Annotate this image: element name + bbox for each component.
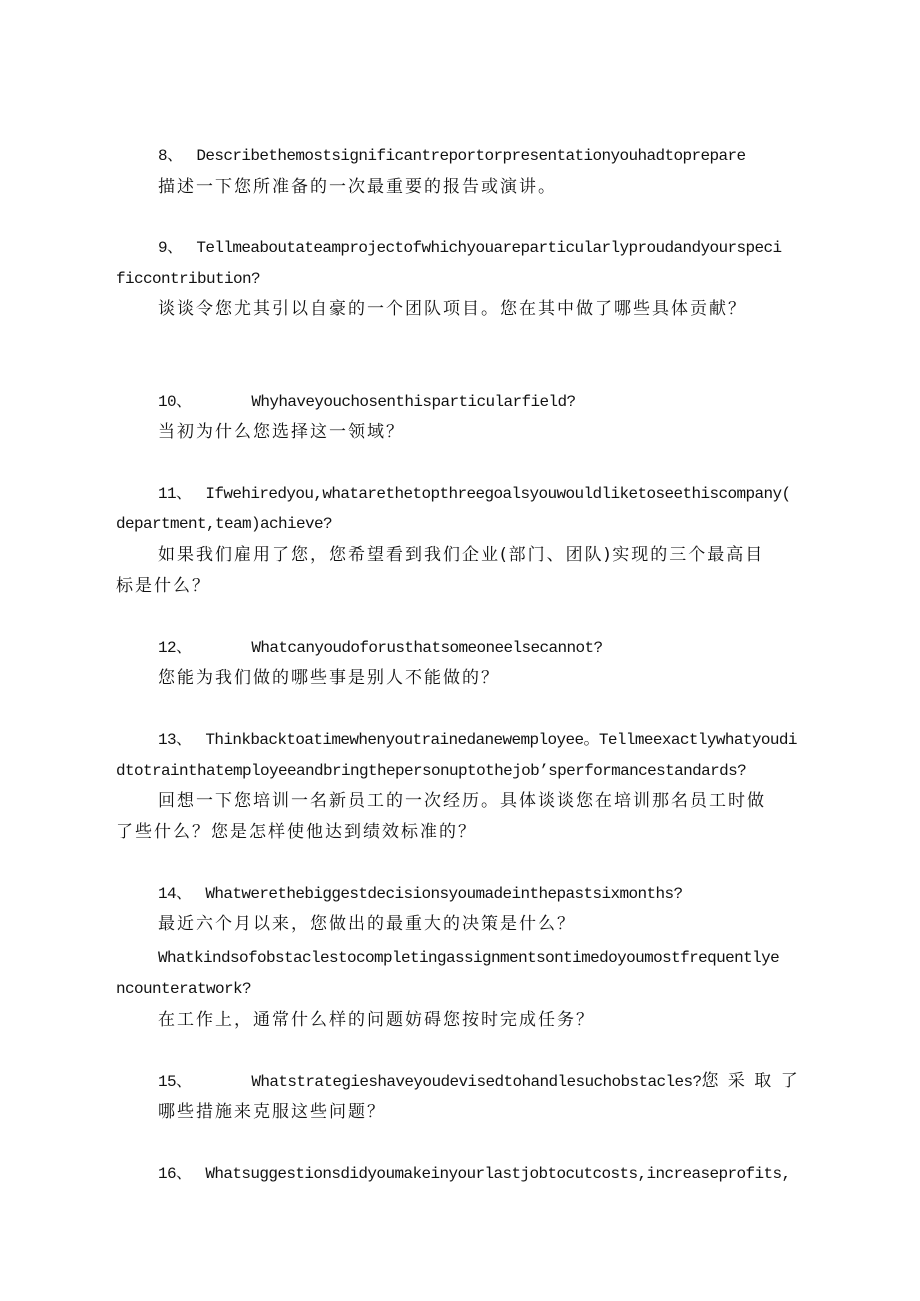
question-text: Tellmeaboutateamprojectofwhichyouareparticularlyproudandyourspeci (196, 239, 782, 257)
question-text: Whatwerethebiggestdecisionsyoumadeinthepastsixmonths? (205, 885, 683, 903)
question-16-en (158, 1164, 808, 1184)
question-text: Whatcanyoudoforusthatsomeoneelsecannot? (251, 639, 603, 657)
question-number: 10、 (158, 393, 192, 411)
question-number: 14、 (158, 885, 192, 903)
question-11-en-cont: department,team)achieve? (116, 515, 333, 533)
question-number: 11、 (158, 485, 192, 503)
question-8-en (158, 146, 808, 166)
question-text: Whatstrategieshaveyoudevisedtohandlesuchobstacles? (251, 1073, 702, 1091)
question-15-zh-inline: 您 采 取 了 (701, 1071, 800, 1091)
question-number: 16、 (158, 1165, 192, 1183)
question-14b-en-cont: ncounteratwork? (116, 980, 252, 998)
question-13-en-cont: dtotrainthatemployeeandbringthepersonuptothejob’sperformancestandards? (116, 762, 747, 780)
question-13-en (158, 730, 808, 750)
question-10-en (158, 392, 808, 412)
question-12-zh: 您能为我们做的哪些事是别人不能做的？ (158, 668, 500, 688)
question-9-en (158, 238, 808, 258)
question-14-en (158, 884, 808, 904)
question-number: 15、 (158, 1073, 192, 1091)
question-9-zh: 谈谈令您尤其引以自豪的一个团队项目。您在其中做了哪些具体贡献？ (158, 299, 747, 319)
question-8-zh: 描述一下您所准备的一次最重要的报告或演讲。 (158, 177, 557, 197)
question-15-zh: 哪些措施来克服这些问题？ (158, 1102, 386, 1122)
question-13-zh-cont: 了些什么？您是怎样使他达到绩效标准的？ (116, 822, 477, 842)
question-15-en (158, 1071, 808, 1091)
question-number: 13、 (158, 731, 192, 749)
question-14-zh: 最近六个月以来，您做出的最重大的决策是什么？ (158, 914, 576, 934)
question-9-en-cont: ficcontribution? (116, 270, 261, 288)
question-12-en (158, 638, 808, 658)
question-text: Whatsuggestionsdidyoumakeinyourlastjobtocutcosts,increaseprofits, (205, 1165, 791, 1183)
question-number: 8、 (158, 147, 183, 165)
question-number: 12、 (158, 639, 192, 657)
question-number: 9、 (158, 239, 183, 257)
question-14b-zh: 在工作上，通常什么样的问题妨碍您按时完成任务？ (158, 1010, 595, 1030)
question-text: Describethemostsignificantreportorpresentationyouhadtoprepare (196, 147, 746, 165)
question-text: Thinkbacktoatimewhenyoutrainedanewemployee。Tellmeexactlywhatyoudi (205, 731, 797, 749)
question-text: Ifwehiredyou,whatarethetopthreegoalsyouwouldliketoseethiscompany( (205, 485, 791, 503)
question-13-zh: 回想一下您培训一名新员工的一次经历。具体谈谈您在培训那名员工时做 (158, 791, 766, 811)
question-11-zh: 如果我们雇用了您，您希望看到我们企业(部门、团队)实现的三个最高目 (158, 545, 765, 565)
question-text: Whyhaveyouchosenthisparticularfield? (251, 393, 576, 411)
question-11-zh-cont: 标是什么？ (116, 576, 211, 596)
question-14b-en: Whatkindsofobstaclestocompletingassignmentsontimedoyoumostfrequentlye (158, 949, 780, 967)
question-11-en (158, 484, 808, 504)
question-10-zh: 当初为什么您选择这一领域？ (158, 422, 405, 442)
